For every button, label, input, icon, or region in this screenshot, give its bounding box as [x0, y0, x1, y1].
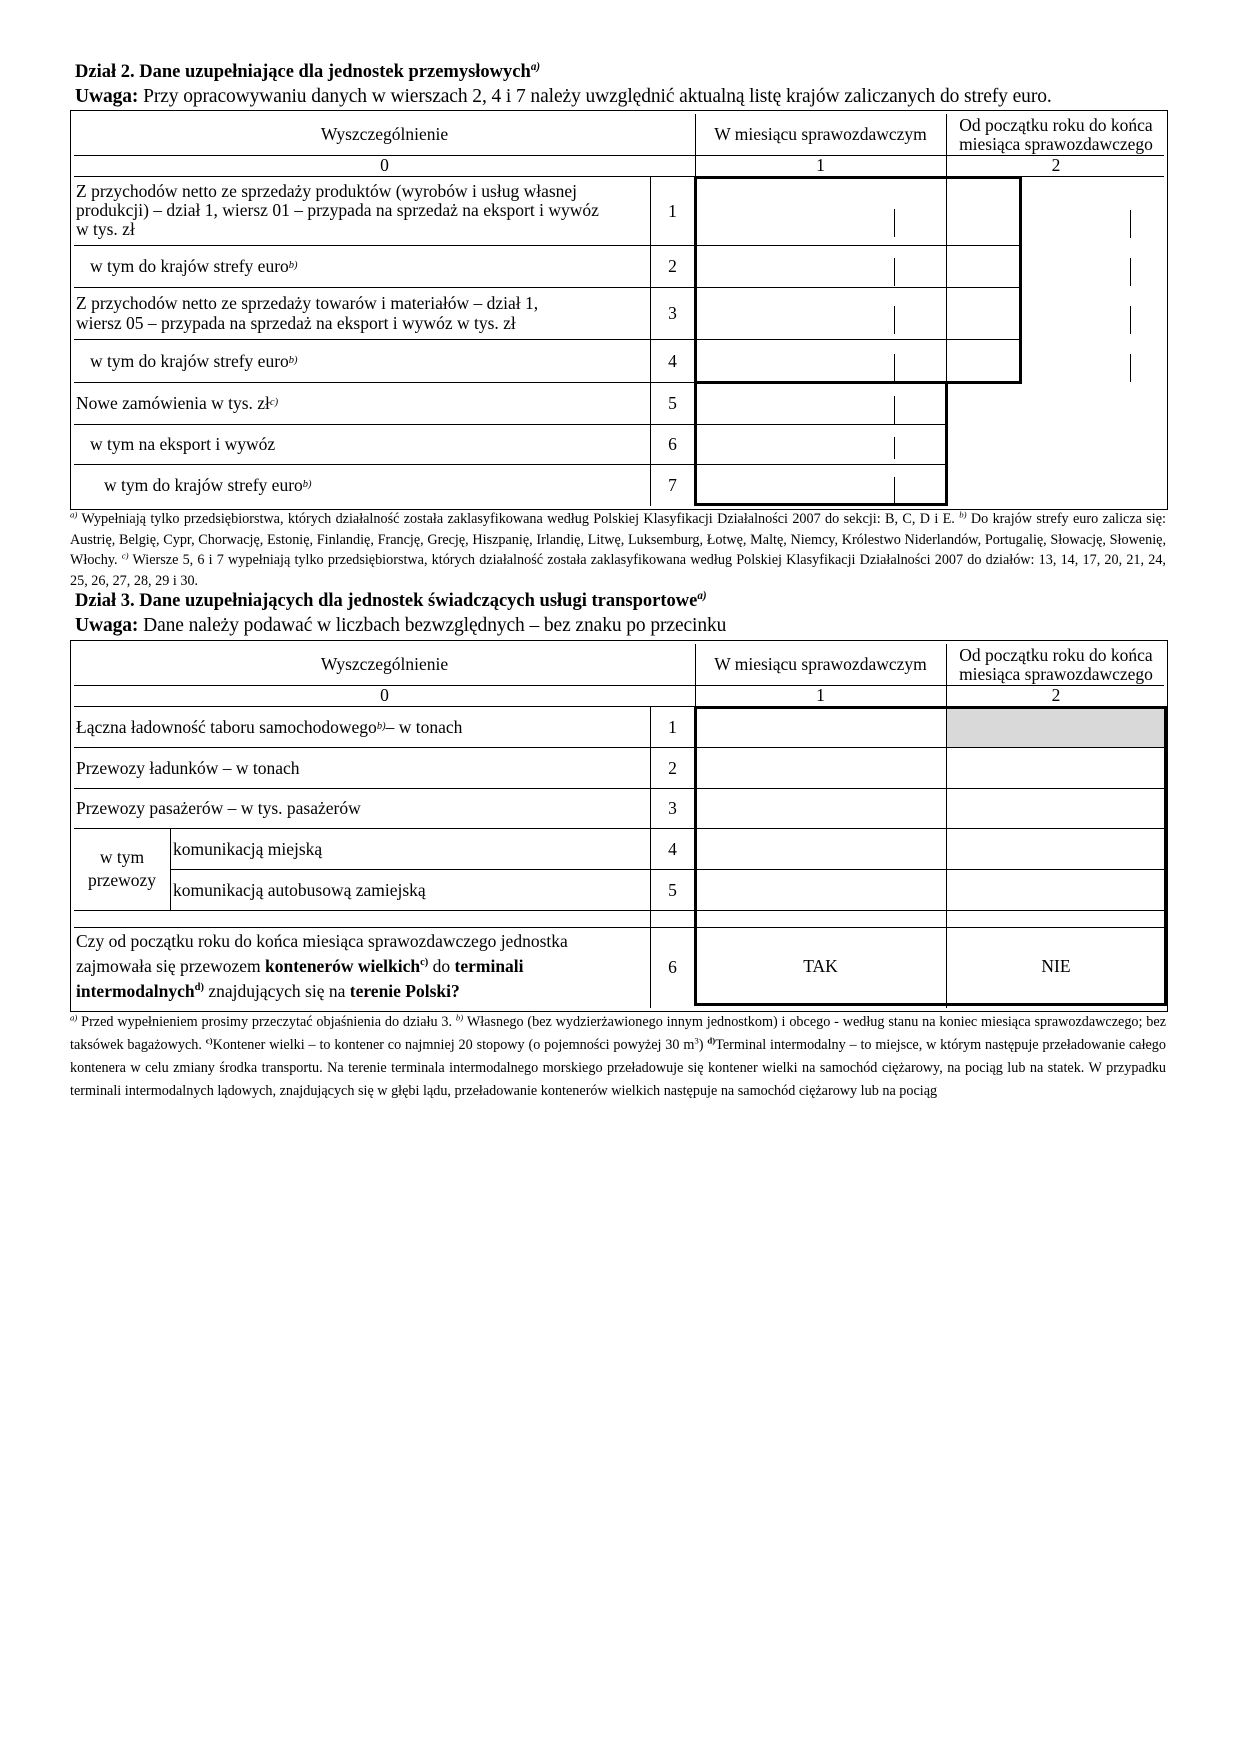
input-cell[interactable] — [697, 246, 945, 287]
input-cell[interactable] — [697, 340, 945, 381]
section2-note: Uwaga: Przy opracowywaniu danych w wierszach 2, 4 i 7 należy uwzględnić aktualną listę krajów zaliczanych do strefy euro. — [75, 86, 1052, 107]
row-number: 2 — [668, 757, 677, 778]
section2-title: Dział 2. Dane uzupełniające dla jednostek przemysłowych$^{a)}$ — [75, 60, 541, 82]
row-number: 1 — [668, 200, 677, 221]
header-num-2: 2 — [1051, 685, 1061, 705]
row-number: 5 — [668, 879, 677, 900]
section3-title: Dział 3. Dane uzupełniających dla jednostek świadczących usługi transportowe$^{a)}$ — [75, 589, 707, 611]
row-number: 2 — [668, 256, 677, 276]
row-label: Przewozy pasażerów – w tys. pasażerów — [76, 798, 361, 818]
row-number: 5 — [668, 393, 677, 413]
input-cell[interactable] — [947, 340, 1163, 381]
header-num-0: 0 — [380, 685, 389, 705]
header-num-1: 1 — [816, 155, 825, 175]
header-ytd: Od początku roku do końca miesiąca sprawozdawczego — [959, 114, 1153, 154]
input-cell[interactable] — [697, 384, 945, 424]
input-cell[interactable] — [697, 870, 945, 910]
input-cell[interactable] — [947, 246, 1163, 287]
row-number: 1 — [668, 716, 677, 737]
input-cell[interactable] — [947, 829, 1164, 869]
row-number: 6 — [668, 434, 677, 454]
header-num-1: 1 — [816, 685, 825, 705]
row-label: w tym do krajów strefy euro b) — [90, 256, 298, 276]
input-cell[interactable] — [947, 748, 1164, 788]
header-ytd: Od początku roku do końca miesiąca sprawozdawczego — [959, 644, 1153, 684]
input-cell[interactable] — [947, 179, 1019, 245]
input-cell[interactable] — [697, 288, 945, 339]
input-cell[interactable] — [697, 789, 945, 828]
input-cell[interactable] — [947, 789, 1164, 828]
input-cell[interactable] — [697, 425, 945, 464]
input-cell[interactable] — [697, 829, 945, 869]
row-label: komunikacją autobusową zamiejską — [173, 879, 426, 900]
row-label: Przewozy ładunków – w tonach — [76, 757, 300, 778]
input-cell[interactable] — [947, 288, 1163, 339]
question-label: Czy od początku roku do końca miesiąca sprawozdawczego jednostka zajmowała się przewozem kontenerów wielkich$^{c)}$ do terminali intermodalnych$^{d)}$ znajdujących się na terenie Polski? — [76, 931, 568, 1001]
section3-table — [70, 640, 1168, 1012]
header-monthly: W miesiącu sprawozdawczym — [714, 124, 927, 144]
row-number: 6 — [668, 956, 677, 977]
row-label: w tym na eksport i wywóz — [90, 434, 276, 454]
row-number: 4 — [668, 350, 677, 371]
row-label: komunikacją miejską — [173, 838, 323, 859]
row-number: 7 — [668, 475, 677, 495]
header-wyszczegolnienie: Wyszczególnienie — [320, 124, 449, 144]
option-nie[interactable]: NIE — [1041, 956, 1071, 976]
row-label: w tym do krajów strefy euro b) — [90, 350, 298, 371]
input-cell[interactable] — [697, 179, 944, 245]
section2-table — [70, 110, 1168, 510]
row-number: 4 — [668, 838, 677, 859]
decimal-tick — [1130, 210, 1131, 238]
row-label: Z przychodów netto ze sprzedaży produktów (wyrobów i usług własnej produkcji) – dział 1, wiersz 01 – przypada na sprzedaż na eksport i wywóz w tys. zł — [76, 181, 599, 239]
input-cell[interactable] — [697, 709, 945, 747]
group-label: w tym przewozy — [87, 847, 157, 890]
header-wyszczegolnienie: Wyszczególnienie — [320, 654, 449, 674]
option-tak[interactable]: TAK — [803, 956, 838, 976]
section2-footnote: $^{a)}$ Wypełniają tylko przedsiębiorstwa, których działalność została zaklasyfikowana według Polskiej Klasyfikacji Działalności 2007 do sekcji: B, C, D i E. $^{b)}$ Do krajów strefy euro zalicza się: Austrię, Belgię, Cypr, Chorwację, Estonię, Finlandię, Francję, Grecję, Hiszpanię, Irlandię, Litwę, Luksemburg, Łotwę, Maltę, Niemcy, Królestwo Niderlandów, Portugalię, Słowację, Słowenię, Włochy. $^{c)}$ Wiersze 5, 6 i 7 wypełniają tylko przedsiębiorstwa, których działalność została zaklasyfikowana według Polskiej Klasyfikacji Działalności 2007 do działów: 13, 14, 17, 20, 21, 24, 25, 26, 27, 28, 29 i 30. — [70, 509, 1166, 589]
row-label: w tym do krajów strefy euro b) — [104, 475, 312, 495]
section3-note: Uwaga: Dane należy podawać w liczbach bezwzględnych – bez znaku po przecinku — [75, 615, 727, 636]
row-number: 3 — [668, 303, 677, 323]
input-cell[interactable] — [697, 748, 945, 788]
input-cell[interactable] — [947, 870, 1164, 910]
row-number: 3 — [668, 798, 677, 818]
header-num-2: 2 — [1051, 155, 1061, 175]
row-label: Nowe zamówienia w tys. zł c) — [76, 393, 279, 413]
section3-footnote: $^{a)}$ Przed wypełnieniem prosimy przeczytać objaśnienia do działu 3. $^{b)}$ Własnego (bez wydzierżawionego innym jednostkom) i obcego - według stanu na koniec miesiąca sprawozdawczego; bez taksówek bagażowych. $^{c)}$Kontener wielki – to kontener co najmniej 20 stopowy (o pojemności powyżej 30 $m^3$) $^{d)}$Terminal intermodalny – to miejsce, w którym następuje przeładowanie całego kontenera w celu zmiany środka transportu. Na terenie terminala intermodalnego morskiego przeładowuje się kontener wielki na samochód ciężarowy, na pociąg lub na statek. W przypadku terminali intermodalnych lądowych, znajdujących się w głębi lądu, przeładowanie kontenerów wielkich następuje na samochód ciężarowy lub na pociąg — [70, 1012, 1166, 1099]
row-label: Z przychodów netto ze sprzedaży towarów i materiałów – dział 1, wiersz 05 – przypada na sprzedaż na eksport i wywóz w tys. zł — [76, 293, 539, 333]
header-monthly: W miesiącu sprawozdawczym — [714, 654, 927, 674]
row-label: Łączna ładowność taboru samochodowego b) – w tonach — [76, 716, 463, 737]
input-cell[interactable] — [697, 465, 945, 504]
header-num-0: 0 — [380, 155, 389, 175]
